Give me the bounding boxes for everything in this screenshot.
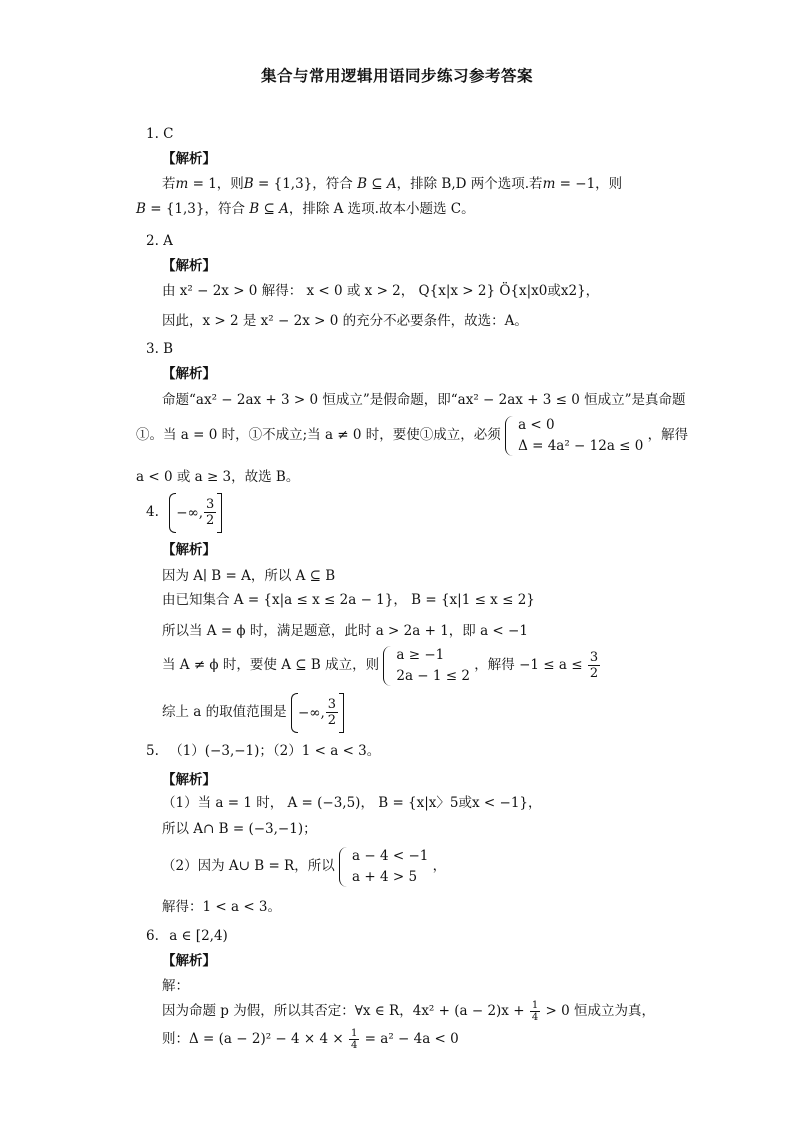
equation-system <box>505 415 643 457</box>
q6-answer <box>146 926 228 946</box>
q3-line3: a < 0 或 a ≥ 3，故选 B。 <box>136 469 300 485</box>
fraction <box>588 650 600 681</box>
text: 则：Δ = (a − 2)² − 4 × 4 × <box>162 1031 344 1047</box>
system-row: a ≥ −1 <box>396 646 445 663</box>
fraction <box>530 1000 540 1023</box>
q1-analysis-tag: 【解析】 <box>162 151 216 167</box>
q4-analysis-tag: 【解析】 <box>162 542 216 558</box>
q2-analysis-tag: 【解析】 <box>162 258 216 274</box>
text: 当 A ≠ ϕ 时，要使 A ⊆ B 成立，则 <box>162 657 380 673</box>
fraction <box>204 497 216 528</box>
denominator: 2 <box>327 713 337 728</box>
q5-line4: 解得：1 < a < 3。 <box>162 899 282 915</box>
q2-line1: 由 x² − 2x > 0 解得： x < 0 或 x > 2， Q{x|x > 2} Ö{x|x0或x2}， <box>162 283 600 299</box>
q5-line1: （1）当 a = 1 时， A = (−3,5)， B = {x|x〉5或x < −1}， <box>162 795 542 811</box>
text: m <box>542 176 556 192</box>
text: = a² − 4a < 0 <box>364 1031 459 1047</box>
interval <box>169 493 222 533</box>
system-row: a < 0 <box>518 416 555 433</box>
q6-line1: 解： <box>162 978 189 994</box>
q3-analysis-tag: 【解析】 <box>162 366 216 382</box>
q5-line2: 所以 A∩ B = (−3,−1)； <box>162 821 317 837</box>
text: ，解得 −1 ≤ a ≤ <box>474 657 583 673</box>
question-number: 4. <box>146 504 159 520</box>
q6-line2 <box>162 996 655 1026</box>
text: = {1,3}，符合 <box>145 201 250 217</box>
numerator: 3 <box>206 497 215 512</box>
system-row: a + 4 > 5 <box>352 868 418 885</box>
denominator: 4 <box>351 1040 358 1051</box>
text: −∞, <box>176 504 204 521</box>
question-number: 5. <box>146 743 159 759</box>
q5-answer <box>146 741 380 761</box>
denominator: 4 <box>531 1012 539 1023</box>
q2-line2: 因此，x > 2 是 x² − 2x > 0 的充分不必要条件，故选：A。 <box>162 313 528 329</box>
numerator: 3 <box>589 650 599 665</box>
system-row: 2a − 1 ≤ 2 <box>396 667 470 684</box>
numerator: 1 <box>531 1000 539 1011</box>
text: = 1，则 <box>188 176 244 192</box>
text: 综上 a 的取值范围是 <box>162 704 287 720</box>
system-row: a − 4 < −1 <box>352 847 429 864</box>
brace-icon <box>505 416 515 456</box>
q3-line1: 命题“ax² − 2ax + 3 > 0 恒成立”是假命题，即“ax² − 2ax + 3 ≤ 0 恒成立”是真命题 <box>162 392 686 408</box>
text: ①。当 a = 0 时，①不成立;当 a ≠ 0 时，要使①成立，必须 <box>136 427 501 443</box>
text: ，排除 B,D 两个选项.若 <box>396 176 543 192</box>
text: B <box>136 201 146 217</box>
q4-line2: 由已知集合 A = {x|a ≤ x ≤ 2a − 1}， B = {x|1 ≤ x ≤ 2} <box>162 592 535 608</box>
equation-system <box>339 846 428 888</box>
q5-analysis-tag: 【解析】 <box>162 772 216 788</box>
text: B ⊆ A <box>249 201 289 217</box>
q4-answer <box>146 492 222 533</box>
text: ， <box>432 858 447 874</box>
system-row: Δ = 4a² − 12a ≤ 0 <box>518 437 644 454</box>
bracket-icon <box>217 493 222 533</box>
paren-icon <box>291 693 298 733</box>
q4-line1: 因为 A∣ B = A，所以 A ⊆ B <box>162 568 336 584</box>
bracket-icon <box>339 693 344 733</box>
q6-analysis-tag: 【解析】 <box>162 953 216 969</box>
text: 因为命题 p 为假，所以其否定：∀x ∈ R，4x² + (a − 2)x + <box>162 1003 525 1019</box>
brace-icon <box>383 646 393 686</box>
text: m <box>175 176 189 192</box>
equation-system <box>383 645 470 687</box>
fraction <box>349 1028 359 1051</box>
text: B <box>243 176 254 192</box>
text: = −1，则 <box>555 176 623 192</box>
answer-text: （1）(−3,−1)；（2）1 < a < 3。 <box>169 743 381 759</box>
answer-text: a ∈ [2,4) <box>169 928 228 944</box>
q3-answer: 3. B <box>146 341 174 357</box>
q1-line1 <box>162 174 622 194</box>
text: 若 <box>162 176 176 192</box>
text: （2）因为 A∪ B = R，所以 <box>162 858 335 874</box>
page-title: 集合与常用逻辑用语同步练习参考答案 <box>260 67 533 85</box>
denominator: 2 <box>206 513 215 528</box>
fraction <box>326 697 338 728</box>
q3-line2 <box>136 413 688 457</box>
brace-icon <box>339 847 349 887</box>
q5-line3 <box>162 844 446 888</box>
q4-line4 <box>162 643 601 687</box>
text: ，排除 A 选项.故本小题选 C。 <box>288 201 475 217</box>
q4-line3: 所以当 A = ϕ 时，满足题意，此时 a > 2a + 1，即 a < −1 <box>162 623 528 639</box>
q4-line5 <box>162 692 344 733</box>
text: ，解得 <box>647 427 689 443</box>
q1-answer: 1. C <box>146 126 174 142</box>
text: = {1,3}，符合 <box>253 176 358 192</box>
numerator: 3 <box>327 697 337 712</box>
text: −∞, <box>297 704 325 721</box>
text: > 0 恒成立为真， <box>545 1003 655 1019</box>
interval <box>291 693 344 733</box>
question-number: 6. <box>146 928 159 944</box>
numerator: 1 <box>351 1028 358 1039</box>
text: B ⊆ A <box>357 176 397 192</box>
q6-line3 <box>162 1024 459 1054</box>
q1-line2 <box>136 199 475 219</box>
paren-icon <box>169 493 176 533</box>
q2-answer: 2. A <box>146 233 173 249</box>
denominator: 2 <box>589 666 599 681</box>
